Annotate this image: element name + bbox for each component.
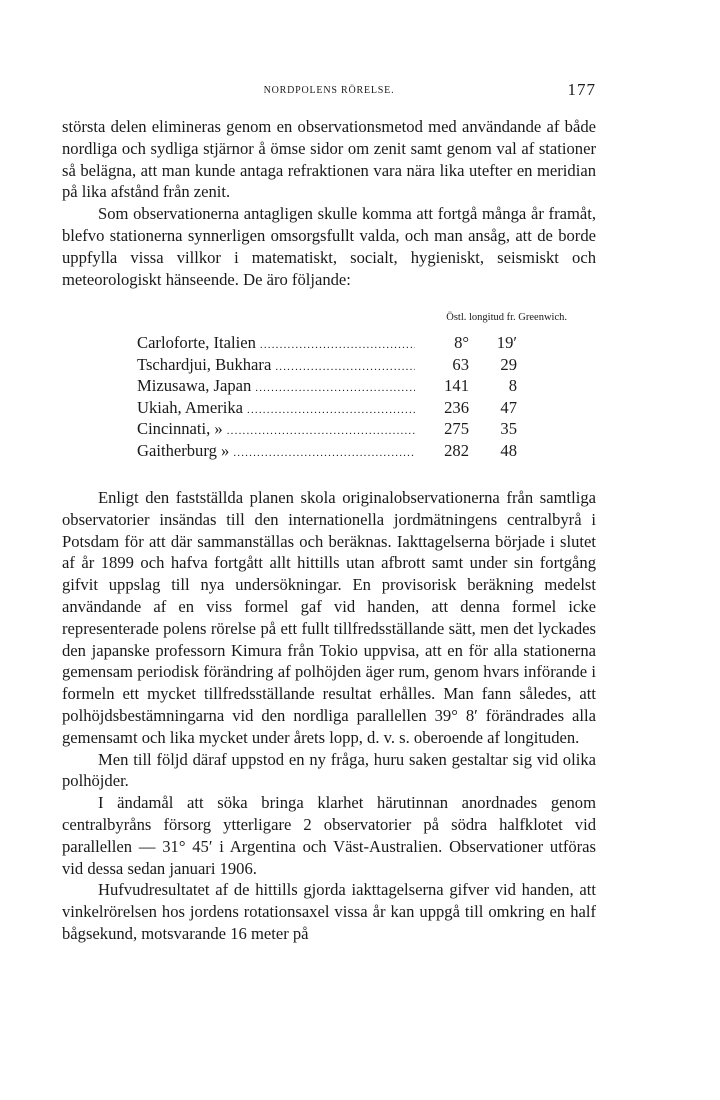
longitude-degrees: 63 (452, 354, 469, 374)
longitude-minutes: 48 (500, 440, 517, 460)
table-row (137, 419, 517, 441)
dot-leader (233, 441, 415, 461)
station-name: Gaitherburg » (137, 440, 230, 460)
table-row (137, 376, 517, 398)
paragraph: Hufvudresultatet af de hittills gjorda iakttagelserna gifver vid handen, att vinkelrörelsen hos jordens rotationsaxel vissa år kan uppgå till omkring en half bågsekund, motsvarande 16 meter på (62, 880, 596, 943)
station-name: Tschardjui, Bukhara (137, 354, 272, 374)
dot-leader (255, 376, 415, 396)
dot-leader (247, 398, 415, 418)
paragraph: Men till följd däraf uppstod en ny fråga, huru saken gestaltar sig vid olika polhöjder. (62, 749, 596, 791)
dot-leader (260, 333, 415, 353)
paragraph: största delen elimineras genom en observationsmetod med användande af både nordliga och sydliga stjärnor å ömse sidor om zenit samt genom val af stationer så belägna, att man kunde antaga refraktionen vara nära lika utefter en meridian på lika afstånd från zenit. (62, 117, 596, 202)
table-column-header: Östl. longitud fr. Greenwich. (446, 312, 567, 323)
station-table (137, 333, 517, 462)
station-name: Ukiah, Amerika (137, 397, 243, 417)
table-row (137, 355, 517, 377)
table-row (137, 441, 517, 463)
longitude-minutes: 35 (500, 419, 517, 438)
station-name: Carloforte, Italien (137, 333, 256, 352)
text-block-upper (62, 116, 596, 290)
longitude-degrees: 236 (444, 397, 469, 417)
station-name: Mizusawa, Japan (137, 376, 252, 395)
table-row (137, 333, 517, 355)
station-name: Cincinnati, » (137, 419, 223, 438)
dot-leader (275, 355, 415, 375)
longitude-minutes: 29 (500, 354, 517, 374)
page-number: 177 (567, 80, 596, 99)
dot-leader (227, 419, 415, 439)
longitude-degrees: 275 (444, 419, 469, 438)
page-header (62, 80, 596, 100)
paragraph: Enligt den fastställda planen skola originalobservationerna från samtliga observatorier insändas till den internationella jordmätningens centralbyrå i Potsdam för att där sammanställas och beräknas. Iakttagelserna började i slutet af år 1899 och hafva fortgått allt hittills utan afbrott samt under sin fortgång gifvit uppslag till nya undersökningar. En provisorisk beräkning medelst användande af en viss formel gaf vid handen, att denna formel icke representerade polens rörelse på ett fullt tillfredsställande sätt, men det lyckades den japanske professorn Kimura från Tokio uppvisa, att en för alla stationerna gemensam periodisk förändring af polhöjden äger rum, genom hvars införande i formeln ett mycket tillfredsställande resultat erhålles. Man fann således, att polhöjdsbestämningarna vid den nordliga parallellen 39° 8′ förändrades alla gemensamt och lika mycket under årets lopp, d. v. s. oberoende af longituden. (62, 488, 596, 747)
longitude-degrees: 8° (454, 333, 469, 352)
table-row (137, 398, 517, 420)
longitude-minutes: 19′ (496, 333, 517, 352)
text-block-lower (62, 487, 596, 945)
paragraph: Som observationerna antagligen skulle komma att fortgå många år framåt, blefvo stationerna synnerligen omsorgsfullt valda, och man ansåg, att de borde uppfylla vissa villkor i matematiskt, socialt, hygieniskt, seismiskt och meteorologiskt hänseende. De äro följande: (62, 204, 596, 289)
longitude-degrees: 282 (444, 440, 469, 460)
paragraph: I ändamål att söka bringa klarhet härutinnan anordnades genom centralbyråns försorg ytterligare 2 observatorier på södra halfklotet vid parallellen — 31° 45′ i Argentina och Väst-Australien. Observationer utföras vid dessa sedan januari 1906. (62, 793, 596, 878)
longitude-minutes: 47 (500, 397, 517, 417)
longitude-degrees: 141 (444, 376, 469, 395)
longitude-minutes: 8 (508, 376, 517, 395)
running-title: NORDPOLENS RÖRELSE. (263, 85, 395, 96)
